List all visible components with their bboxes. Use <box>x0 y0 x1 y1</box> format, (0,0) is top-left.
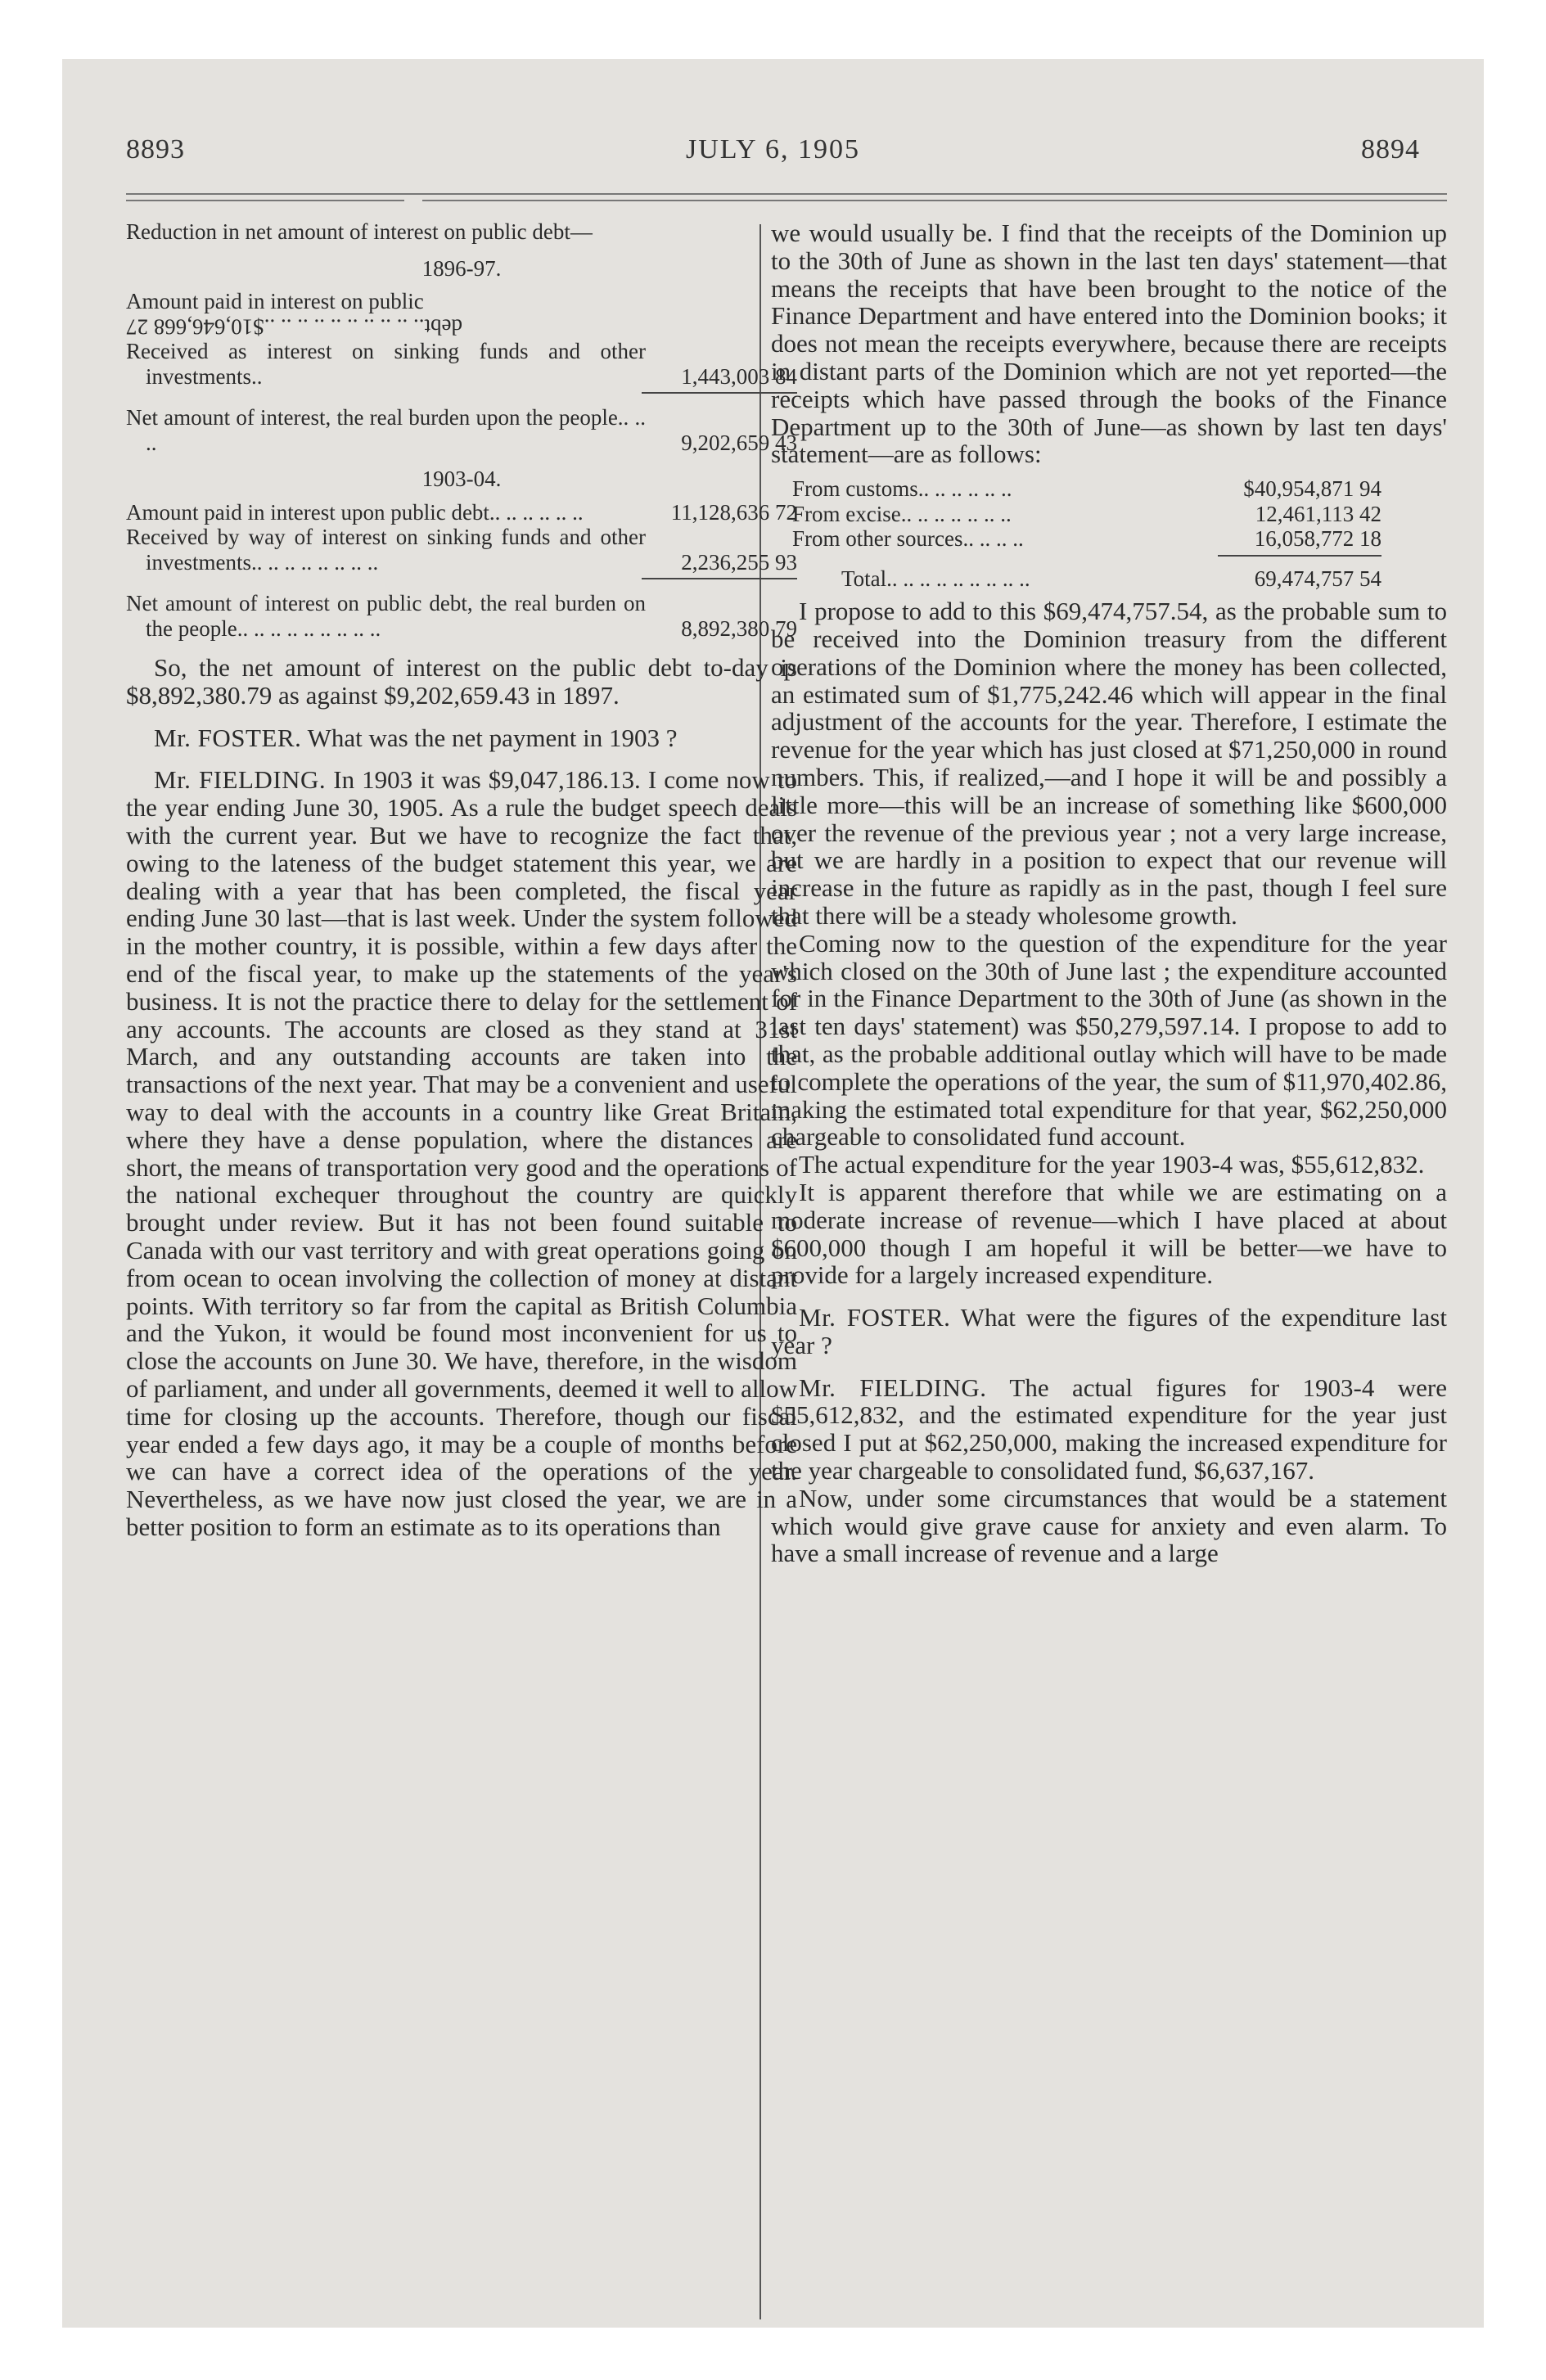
speech-fielding-2 <box>771 1374 1447 1485</box>
paragraph: Now, under some circumstances that would be a statement which would give grave cause for anxiety and even alarm. To have a small increase of revenue and a large <box>771 1483 1447 1568</box>
receipts-total <box>792 566 1381 592</box>
inverted-row-text: debt.. .. .. .. .. .. .. .. .. ..$10,646,668 27 <box>126 314 462 339</box>
speaker-name: Mr. FOSTER. <box>799 1303 951 1332</box>
speech-text: What was the net payment in 1903 ? <box>307 723 678 752</box>
paragraph: So, the net amount of interest on the public debt to-day is $8,892,380.79 as against $9,202,659.43 in 1897. <box>126 653 797 710</box>
interest-rows-1903 <box>126 500 797 575</box>
receipt-label: From excise.. .. .. .. .. .. .. <box>792 501 1012 526</box>
speech-foster-2 <box>771 1304 1447 1359</box>
net-1896 <box>126 405 797 455</box>
paragraph: The actual expenditure for the year 1903-4 was, $55,612,832. <box>799 1150 1425 1179</box>
row-desc: Amount paid in interest upon public debt.. .. .. .. .. .. <box>126 499 584 525</box>
table-row <box>792 566 1381 592</box>
table-row <box>126 405 797 455</box>
row-desc: Received as interest on sinking funds and other investments.. <box>126 339 646 389</box>
header-rule-right <box>422 200 1447 201</box>
row-desc: Net amount of interest, the real burden upon the people.. .. .. <box>126 405 646 455</box>
receipt-amount: 12,461,113 42 <box>1255 501 1381 526</box>
paragraph: I propose to add to this $69,474,757.54, as the probable sum to be received into the Dominion treasury from the different operations of the Dominion where the money has been collected, an estimated sum of $1,775,242.46 which will appear in the final adjustment of the accounts for the year. Therefore, I estimate the revenue for the year which has just closed at $71,250,000 in round numbers. This, if realized,—and I hope it will be and possibly a little more—this will be an increase of something like $600,000 over the revenue of the previous year ; not a very large increase, but we are hardly in a position to expect that our revenue will increase in the future as rapidly as in the past, though I feel sure that there will be a steady wholesome growth. <box>771 597 1447 930</box>
row-amount: 11,128,636 72 <box>670 499 797 525</box>
table-intro: Reduction in net amount of interest on public debt— <box>126 219 593 244</box>
page-number-right: 8894 <box>1361 134 1420 165</box>
receipt-label: From customs.. .. .. .. .. .. <box>792 476 1012 502</box>
page-scan <box>62 59 1484 2328</box>
paragraph: Coming now to the question of the expenditure for the year which closed on the 30th of June last ; the expenditure accounted for in the Finance Department to the 30th of June (as shown in the last ten days' statement) was $50,279,597.14. I propose to add to that, as the probable additional outlay which will have to be made to complete the operations of the year, the sum of $11,970,402.86, making the estimated total expenditure for that year, $62,250,000 chargeable to consolidated fund account. <box>771 928 1447 1152</box>
speech-text: In 1903 it was $9,047,186.13. I come now to the year ending June 30, 1905. As a rule the budget speech deals with the current year. But we have to recognize the fact that, owing to the lateness of the budget statement this year, we are dealing with a year that has been completed, the fiscal year ending June 30 last—that is last week. Under the system followed in the mother country, it is possible, within a few days after the end of the fiscal year, to make up the statements of the year's business. It is not the practice there to delay for the settlement of any accounts. The accounts are closed as they stand at 31st March, and any outstanding accounts are taken into the transactions of the next year. That may be a convenient and useful way to deal with the accounts in a country like Great Britain, where they have a dense population, where the distances are short, the means of transportation very good and the operations of the national exchequer throughout the country are quickly brought under review. But it has not been found suitable to Canada with our vast territory and with great operations going on from ocean to ocean involving the collection of money at distant points. With territory so far from the capital as British Columbia and the Yukon, it would be found most inconvenient for us to close the accounts on June 30. We have, therefore, in the wisdom of parliament, and under all governments, deemed it well to allow time for closing up the accounts. Therefore, though our fiscal year ended a few days ago, it may be a couple of months before we can have a correct idea of the operations of the year. Nevertheless, as we have now just closed the year, we are in a better position to form an estimate as to its operations than <box>126 765 798 1541</box>
row-desc: Amount paid in interest on public <box>126 289 424 313</box>
page-date-header: JULY 6, 1905 <box>686 134 860 165</box>
table-row <box>792 476 1381 502</box>
table-row <box>792 526 1381 552</box>
right-column <box>771 219 1447 1567</box>
total-label: Total.. .. .. .. .. .. .. .. .. <box>841 566 1030 591</box>
table-year-1896: 1896-97. <box>421 255 502 281</box>
speaker-name: Mr. FIELDING. <box>154 765 327 795</box>
speaker-name: Mr. FOSTER. <box>154 723 302 752</box>
speech-foster-1 <box>126 724 797 752</box>
receipt-label: From other sources.. .. .. .. <box>792 526 1024 552</box>
net-1903 <box>126 591 797 641</box>
table-row <box>792 502 1381 527</box>
sum-rule <box>1218 555 1381 557</box>
row-amount: 8,892,380 79 <box>681 615 797 641</box>
paragraph: It is apparent therefore that while we are estimating on a moderate increase of revenue—which I have placed at about $600,000 though I am hopeful it will be better—we have to provide for a largely increased expenditure. <box>771 1177 1447 1290</box>
table-row <box>126 591 797 641</box>
row-desc: Net amount of interest on public debt, the real burden on the people.. .. .. .. .. .. .. .. .. <box>126 591 646 641</box>
speech-text: What were the figures of the expenditure last year ? <box>771 1303 1447 1359</box>
table-row <box>126 339 797 389</box>
receipt-amount: $40,954,871 94 <box>1243 476 1381 502</box>
interest-rows-1896 <box>126 289 797 389</box>
page-number-left: 8893 <box>126 134 185 165</box>
table-row <box>126 500 797 525</box>
row-amount: 9,202,659 43 <box>681 430 797 455</box>
speaker-name: Mr. FIELDING. <box>799 1373 987 1402</box>
left-column <box>126 219 797 1541</box>
speech-text: The actual figures for 1903-4 were $55,612,832, and the estimated expenditure for the year just closed I put at $62,250,000, making the increased expenditure for the year chargeable to consolidated fund, $6,637,167. <box>771 1373 1447 1485</box>
receipt-amount: 16,058,772 18 <box>1254 526 1381 552</box>
row-amount: 1,443,003 84 <box>681 363 797 389</box>
row-amount: 2,236,255 93 <box>681 549 797 575</box>
row-desc: Received by way of interest on sinking funds and other investments.. .. .. .. .. .. .. .. <box>126 525 646 575</box>
speech-fielding-1 <box>126 766 797 1540</box>
table-row <box>126 525 797 575</box>
table-row <box>126 289 797 314</box>
paragraph: we would usually be. I find that the receipts of the Dominion up to the 30th of June as shown in the last ten days' statement—that means the receipts that have been brought to the notice of the Finance Department and have entered into the Dominion books; it does not mean the receipts everywhere, because there are receipts in distant parts of the Dominion which are not yet reported—the receipts which have passed through the books of the Finance Department up to the 30th of June—as shown by last ten days' statement—are as follows: <box>771 219 1447 469</box>
table-year-1903: 1903-04. <box>421 467 502 491</box>
interest-table <box>126 219 797 641</box>
table-row <box>126 314 797 340</box>
receipts-table <box>792 476 1381 552</box>
total-amount: 69,474,757 54 <box>1254 566 1381 591</box>
header-rule-top <box>126 193 1447 195</box>
header-rule-left <box>126 200 404 201</box>
